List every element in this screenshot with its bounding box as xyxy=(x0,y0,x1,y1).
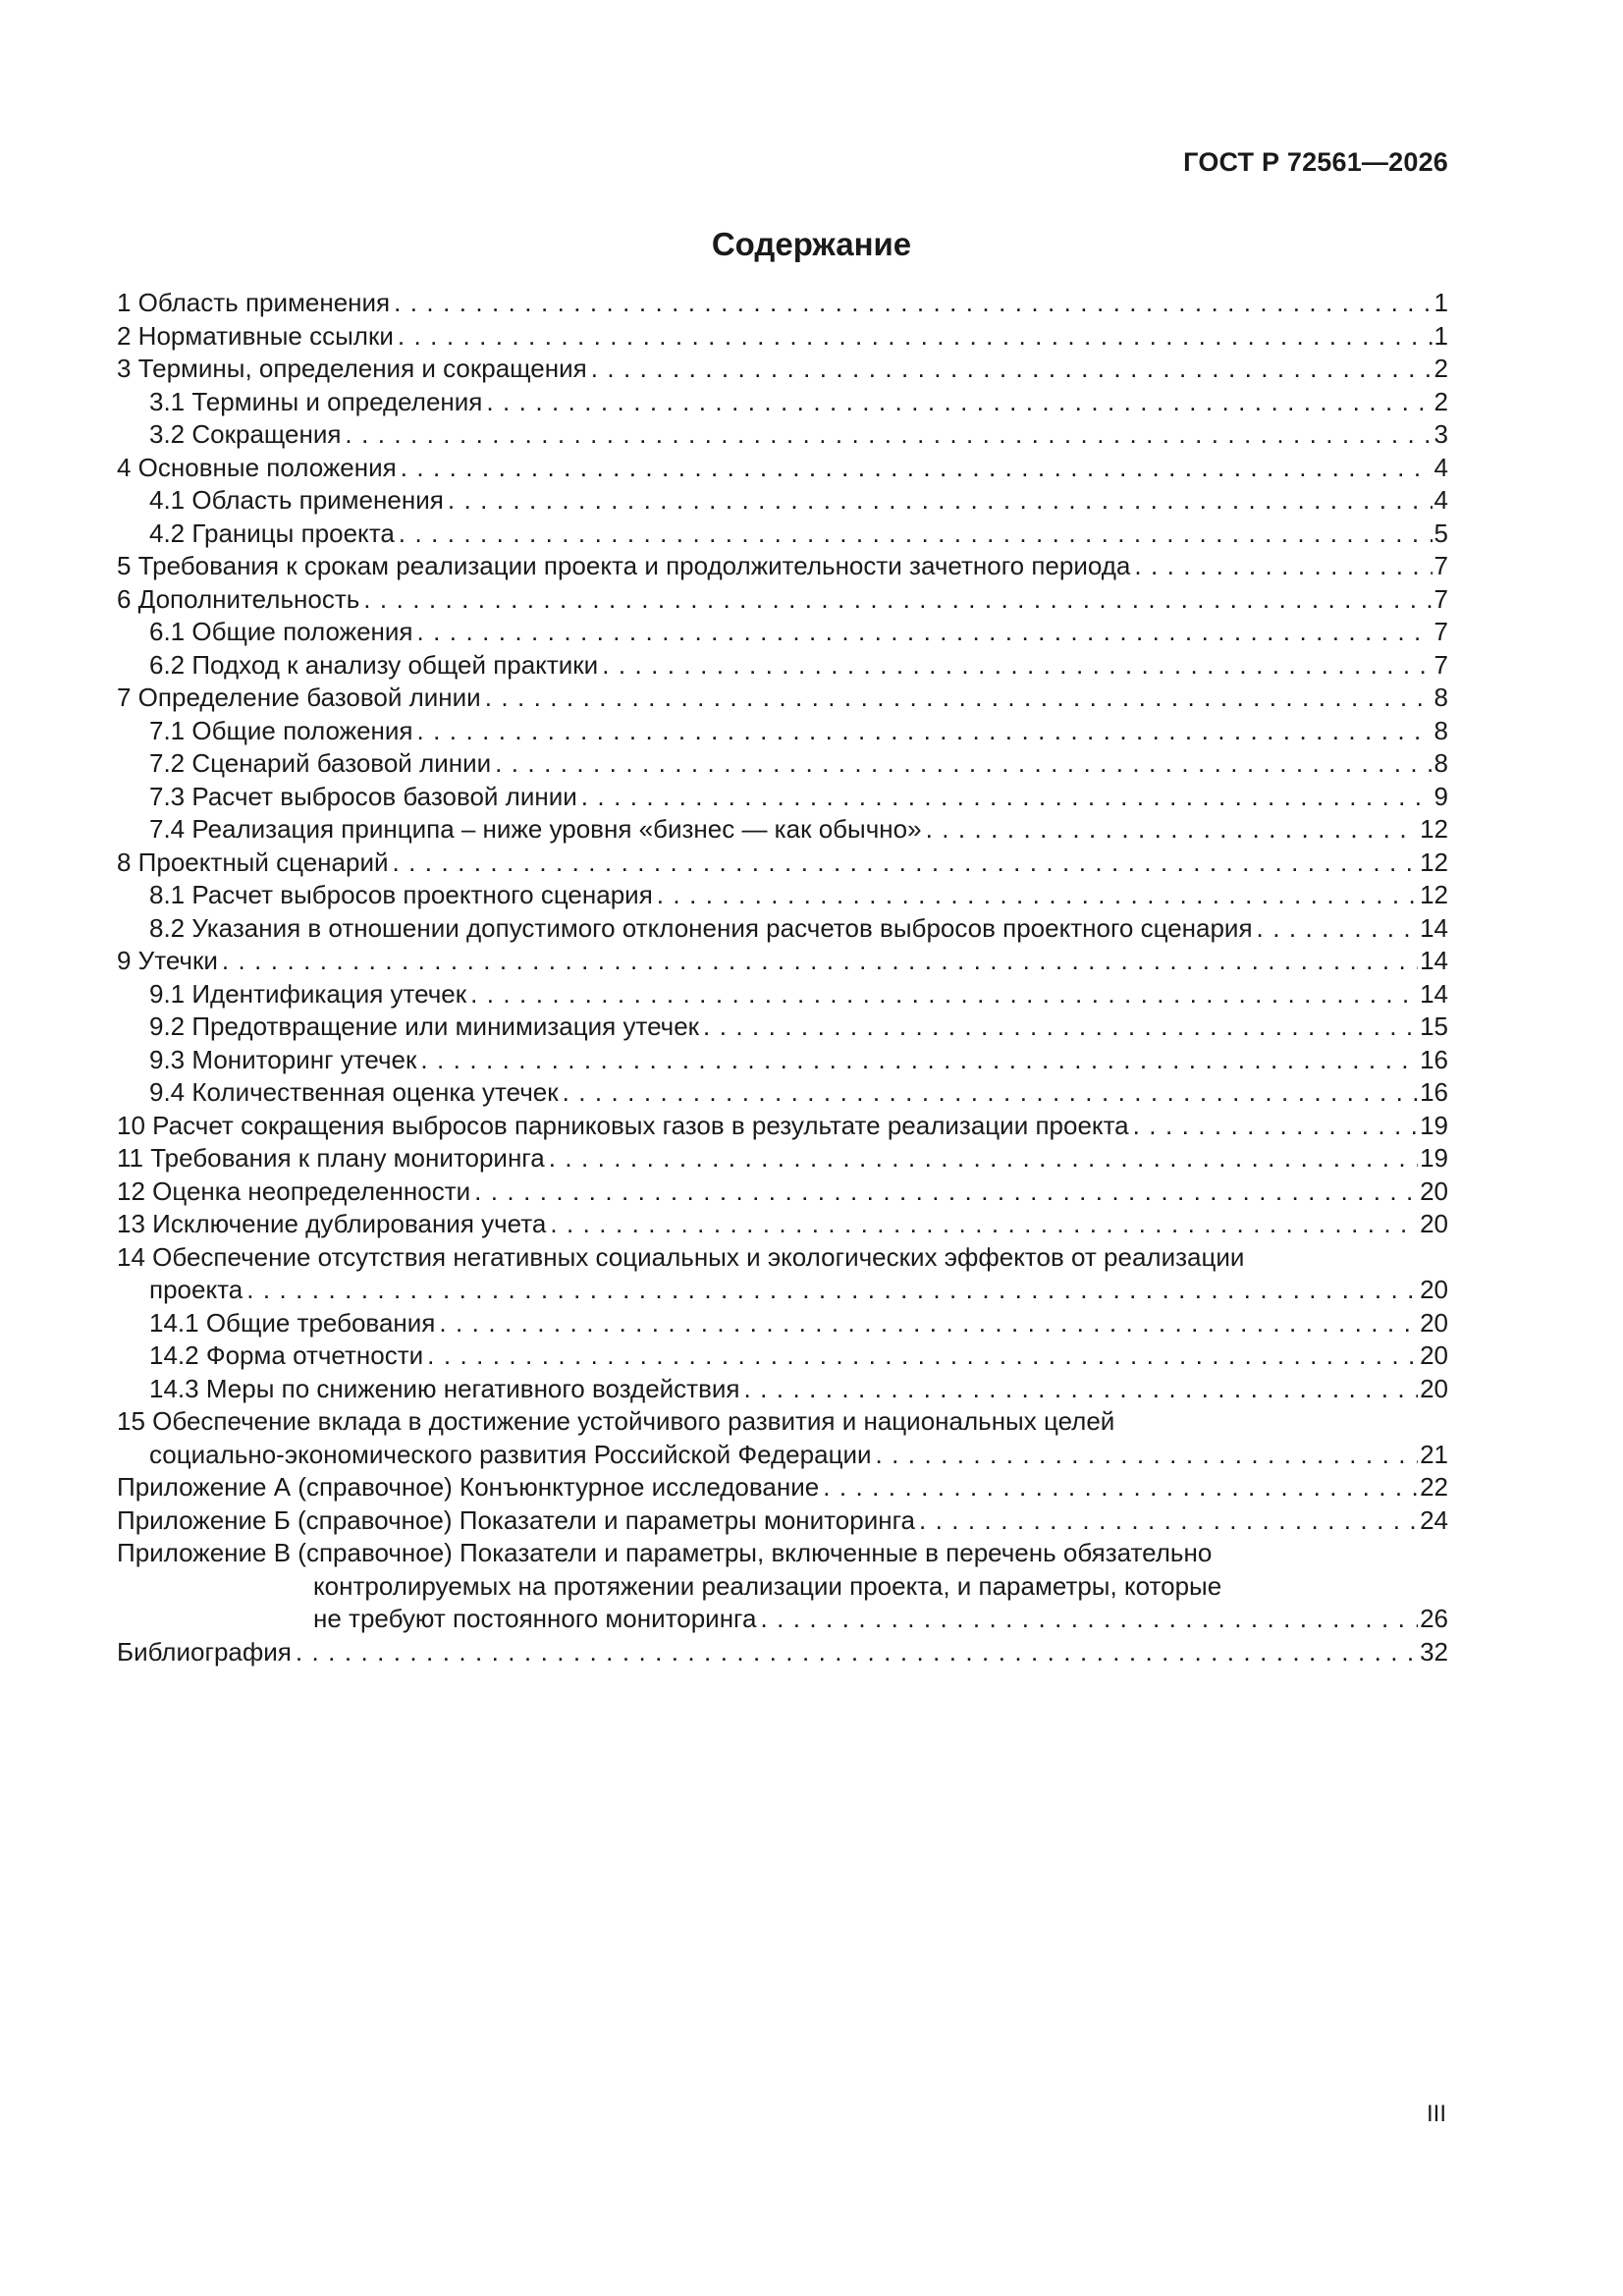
toc-entry-3-1[interactable] xyxy=(117,386,1448,419)
toc-entry-label: 8.1 Расчет выбросов проектного сценария xyxy=(149,880,653,909)
toc-entry-label: 6.1 Общие положения xyxy=(149,617,413,646)
dot-leader xyxy=(417,715,1433,748)
toc-entry-label: 14.2 Форма отчетности xyxy=(149,1340,424,1370)
toc-entry-bibliography[interactable] xyxy=(117,1636,1448,1669)
dot-leader xyxy=(448,484,1433,518)
toc-entry-label-line3: не требуют постоянного мониторинга xyxy=(313,1604,757,1633)
toc-entry-label: 13 Исключение дублирования учета xyxy=(117,1209,547,1238)
toc-entry-3[interactable] xyxy=(117,353,1448,386)
dot-leader xyxy=(401,452,1433,485)
toc-entry-label-line1: 14 Обеспечение отсутствия негативных социальных и экологических эффектов от реализации xyxy=(117,1241,1245,1272)
toc-entry-6-1[interactable] xyxy=(117,616,1448,649)
dot-leader xyxy=(485,682,1433,715)
toc-entry-label-line1: 15 Обеспечение вклада в достижение устойчивого развития и национальных целей xyxy=(117,1406,1115,1436)
toc-entry-page: 7 xyxy=(1434,617,1448,646)
toc-entry-label-line2: социально-экономического развития Российской Федерации xyxy=(149,1439,872,1469)
page-number: III xyxy=(1426,2101,1446,2127)
toc-entry-10[interactable] xyxy=(117,1110,1448,1143)
toc-entry-page: 20 xyxy=(1420,1275,1448,1304)
toc-entry-label: 3 Термины, определения и сокращения xyxy=(117,354,587,383)
toc-entry-page: 2 xyxy=(1434,354,1448,383)
dot-leader xyxy=(602,649,1432,683)
toc-entry-page: 8 xyxy=(1434,748,1448,778)
toc-entry-label: 4.2 Границы проекта xyxy=(149,518,395,548)
toc-entry-14-2[interactable] xyxy=(117,1339,1448,1373)
toc-entry-6-2[interactable] xyxy=(117,649,1448,683)
dot-leader xyxy=(550,1208,1418,1241)
dot-leader xyxy=(549,1142,1418,1175)
toc-entry-page: 5 xyxy=(1434,518,1448,548)
toc-entry-appendix-v[interactable] xyxy=(117,1537,1448,1636)
toc-entry-13[interactable] xyxy=(117,1208,1448,1241)
toc-entry-label: 6 Дополнительность xyxy=(117,583,360,614)
toc-entry-page: 9 xyxy=(1434,781,1448,811)
toc-entry-page: 20 xyxy=(1420,1209,1448,1238)
toc-entry-3-2[interactable] xyxy=(117,418,1448,452)
dot-leader xyxy=(394,287,1432,320)
dot-leader xyxy=(926,813,1419,847)
toc-entry-label: 4.1 Область применения xyxy=(149,485,444,515)
toc-entry-label: 9.1 Идентификация утечек xyxy=(149,978,467,1009)
toc-entry-4-2[interactable] xyxy=(117,518,1448,551)
toc-entry-label-line2: контролируемых на протяжении реализации проекта, и параметры, которые xyxy=(313,1570,1222,1601)
dot-leader xyxy=(744,1373,1419,1406)
dot-leader xyxy=(703,1011,1418,1044)
toc-entry-label: 9 Утечки xyxy=(117,946,218,975)
toc-entry-8-2[interactable] xyxy=(117,912,1448,946)
toc-title: Содержание xyxy=(711,226,912,262)
toc-entry-9-3[interactable] xyxy=(117,1044,1448,1077)
toc-entry-page: 14 xyxy=(1420,912,1448,943)
toc-entry-7-4[interactable] xyxy=(117,813,1448,847)
toc-entry-label: 12 Оценка неопределенности xyxy=(117,1175,471,1206)
toc-entry-label: 7 Определение базовой линии xyxy=(117,683,481,712)
toc-entry-page: 7 xyxy=(1434,551,1448,580)
toc-entry-label: 9.3 Мониторинг утечек xyxy=(149,1044,417,1074)
toc-entry-label: 9.4 Количественная оценка утечек xyxy=(149,1077,559,1107)
toc-entry-15[interactable] xyxy=(117,1405,1448,1471)
toc-entry-label: 9.2 Предотвращение или минимизация утечек xyxy=(149,1011,700,1041)
toc-entry-6[interactable] xyxy=(117,583,1448,617)
toc-entry-label: 14.1 Общие требования xyxy=(149,1307,436,1338)
toc-entry-label: Библиография xyxy=(117,1636,292,1667)
toc-entry-label: 14.3 Меры по снижению негативного воздействия xyxy=(149,1373,740,1403)
toc-entry-page: 20 xyxy=(1420,1340,1448,1370)
toc-entry-7-1[interactable] xyxy=(117,715,1448,748)
dot-leader xyxy=(427,1339,1418,1373)
dot-leader xyxy=(760,1603,1418,1636)
toc-entry-label: 3.1 Термины и определения xyxy=(149,386,483,416)
toc-entry-page: 1 xyxy=(1434,288,1448,317)
toc-entry-page: 12 xyxy=(1420,847,1448,877)
toc-entry-label-line1: Приложение В (справочное) Показатели и параметры, включенные в перечень обязательно xyxy=(117,1538,1213,1567)
toc-entry-9-2[interactable] xyxy=(117,1011,1448,1044)
toc-entry-9-1[interactable] xyxy=(117,978,1448,1011)
toc-entry-label: 1 Область применения xyxy=(117,288,391,317)
toc-entry-page: 32 xyxy=(1420,1636,1448,1667)
toc-entry-page: 7 xyxy=(1434,583,1448,614)
toc-entry-14-3[interactable] xyxy=(117,1373,1448,1406)
toc-entry-label-line2: проекта xyxy=(149,1275,243,1304)
toc-entry-label: 7.1 Общие положения xyxy=(149,715,413,745)
toc-entry-appendix-b[interactable] xyxy=(117,1504,1448,1538)
toc-entry-page: 7 xyxy=(1434,649,1448,680)
toc-entry-label: 3.2 Сокращения xyxy=(149,419,342,449)
toc-entry-label: 11 Требования к плану мониторинга xyxy=(117,1143,545,1173)
dot-leader xyxy=(296,1636,1418,1669)
toc-entry-page: 20 xyxy=(1420,1307,1448,1338)
toc-entry-page: 19 xyxy=(1420,1143,1448,1173)
toc-entry-1[interactable] xyxy=(117,287,1448,320)
toc-entry-7[interactable] xyxy=(117,682,1448,715)
dot-leader xyxy=(393,847,1419,880)
toc-entry-2[interactable] xyxy=(117,320,1448,354)
toc-entry-14[interactable] xyxy=(117,1241,1448,1307)
toc-entry-label: 6.2 Подход к анализу общей практики xyxy=(149,649,599,680)
dot-leader xyxy=(399,518,1433,551)
dot-leader xyxy=(363,583,1432,617)
table-of-contents xyxy=(117,287,1448,1668)
toc-entry-label: 5 Требования к срокам реализации проекта и продолжительности зачетного периода xyxy=(117,551,1131,580)
dot-leader xyxy=(563,1076,1419,1110)
dot-leader xyxy=(1257,912,1419,946)
toc-entry-page: 2 xyxy=(1434,386,1448,416)
toc-entry-page: 14 xyxy=(1420,946,1448,975)
toc-entry-8[interactable] xyxy=(117,847,1448,880)
dot-leader xyxy=(398,320,1433,354)
toc-entry-label: 7.3 Расчет выбросов базовой линии xyxy=(149,781,577,811)
toc-entry-appendix-a[interactable] xyxy=(117,1471,1448,1504)
toc-entry-9[interactable] xyxy=(117,945,1448,978)
toc-entry-page: 26 xyxy=(1420,1604,1448,1633)
toc-entry-label: Приложение А (справочное) Конъюнктурное исследование xyxy=(117,1472,820,1502)
dot-leader xyxy=(1133,1110,1418,1143)
toc-entry-page: 16 xyxy=(1420,1044,1448,1074)
dot-leader xyxy=(470,978,1418,1011)
dot-leader xyxy=(474,1175,1418,1209)
dot-leader xyxy=(345,418,1432,452)
toc-entry-label: 8.2 Указания в отношении допустимого отклонения расчетов выбросов проектного сценария xyxy=(149,912,1253,943)
toc-entry-page: 20 xyxy=(1420,1373,1448,1403)
toc-entry-label: 4 Основные положения xyxy=(117,452,397,482)
document-code: ГОСТ Р 72561—2026 xyxy=(1183,147,1448,177)
toc-entry-7-3[interactable] xyxy=(117,781,1448,814)
dot-leader xyxy=(417,616,1433,649)
toc-entry-label: 8 Проектный сценарий xyxy=(117,847,389,877)
toc-entry-label: 7.2 Сценарий базовой линии xyxy=(149,748,492,778)
toc-entry-4-1[interactable] xyxy=(117,484,1448,518)
toc-entry-page: 8 xyxy=(1434,715,1448,745)
toc-entry-page: 12 xyxy=(1420,814,1448,844)
toc-entry-page: 24 xyxy=(1420,1504,1448,1535)
toc-entry-11[interactable] xyxy=(117,1142,1448,1175)
dot-leader xyxy=(246,1274,1418,1307)
dot-leader xyxy=(495,747,1432,781)
dot-leader xyxy=(222,945,1418,978)
toc-entry-page: 12 xyxy=(1420,880,1448,909)
dot-leader xyxy=(486,386,1432,419)
toc-entry-page: 15 xyxy=(1420,1011,1448,1041)
toc-entry-label: Приложение Б (справочное) Показатели и параметры мониторинга xyxy=(117,1504,915,1535)
toc-entry-8-1[interactable] xyxy=(117,879,1448,912)
toc-entry-label: 2 Нормативные ссылки xyxy=(117,320,394,351)
toc-entry-page: 22 xyxy=(1420,1472,1448,1502)
toc-entry-4[interactable] xyxy=(117,452,1448,485)
dot-leader xyxy=(581,781,1433,814)
toc-entry-page: 21 xyxy=(1420,1439,1448,1469)
toc-entry-page: 20 xyxy=(1420,1175,1448,1206)
toc-entry-page: 1 xyxy=(1434,320,1448,351)
dot-leader xyxy=(420,1044,1418,1077)
toc-entry-page: 16 xyxy=(1420,1077,1448,1107)
toc-entry-page: 14 xyxy=(1420,978,1448,1009)
toc-entry-label: 10 Расчет сокращения выбросов парниковых газов в результате реализации проекта xyxy=(117,1110,1129,1140)
dot-leader xyxy=(919,1504,1418,1538)
toc-entry-page: 3 xyxy=(1434,419,1448,449)
dot-leader xyxy=(439,1307,1418,1340)
dot-leader xyxy=(876,1439,1419,1472)
toc-entry-page: 4 xyxy=(1434,485,1448,515)
toc-entry-14-1[interactable] xyxy=(117,1307,1448,1340)
toc-entry-5[interactable] xyxy=(117,550,1448,583)
toc-entry-page: 4 xyxy=(1434,452,1448,482)
dot-leader xyxy=(591,353,1433,386)
toc-entry-7-2[interactable] xyxy=(117,747,1448,781)
dot-leader xyxy=(657,879,1418,912)
toc-entry-page: 8 xyxy=(1434,683,1448,712)
toc-entry-page: 19 xyxy=(1420,1110,1448,1140)
toc-entry-12[interactable] xyxy=(117,1175,1448,1209)
dot-leader xyxy=(823,1471,1418,1504)
toc-entry-9-4[interactable] xyxy=(117,1076,1448,1110)
toc-entry-label: 7.4 Реализация принципа – ниже уровня «бизнес — как обычно» xyxy=(149,814,922,844)
dot-leader xyxy=(1134,550,1432,583)
